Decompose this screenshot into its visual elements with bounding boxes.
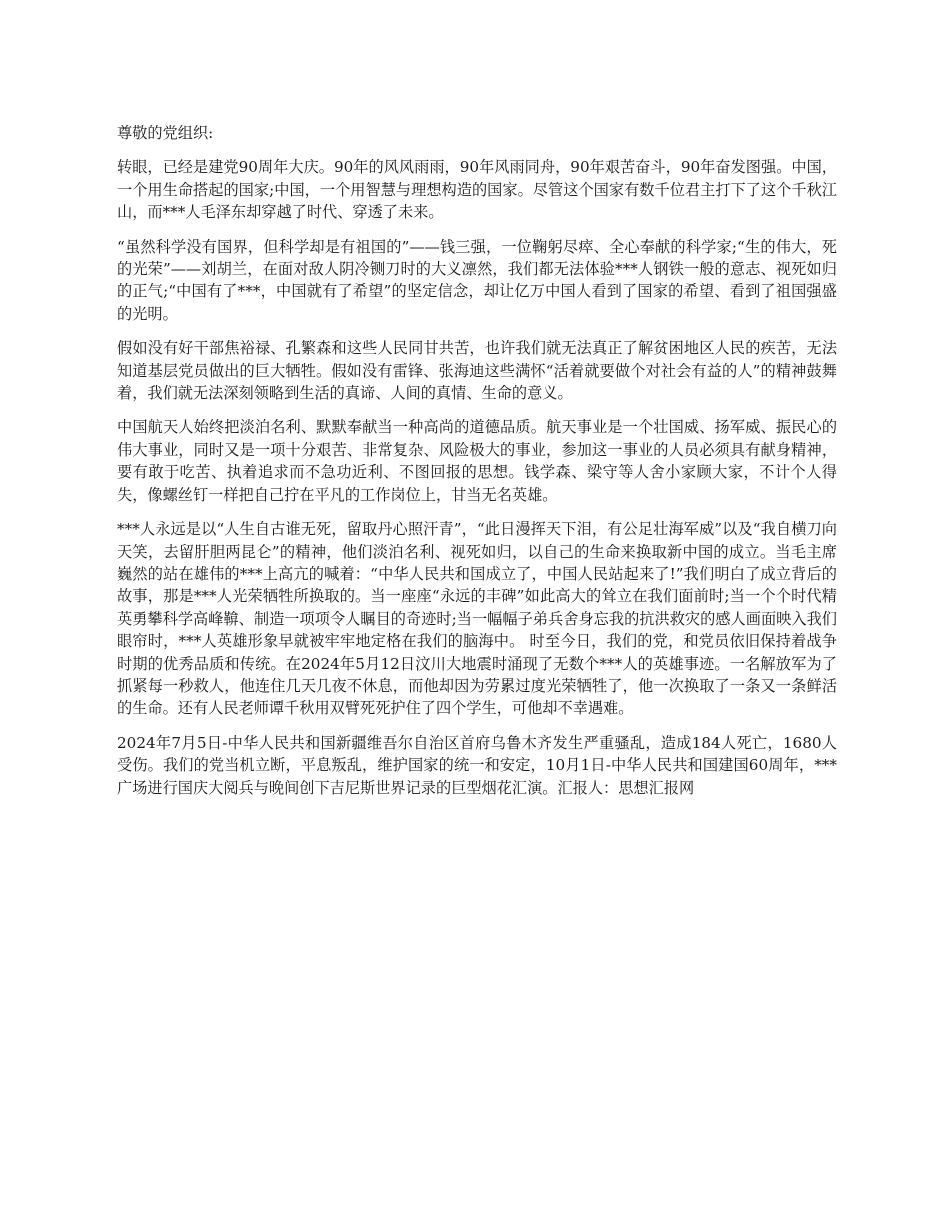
paragraph-anniversary: 转眼，已经是建党90周年大庆。90年的风风雨雨，90年风雨同舟，90年艰苦奋斗，90年奋发图强。中国，一个用生命搭起的国家;中国，一个用智慧与理想构造的国家。尽管这个国家有数千位君主打下了这个千秋江山，而***人毛泽东却穿越了时代、穿透了未来。: [117, 158, 837, 222]
paragraph-aerospace: 中国航天人始终把淡泊名利、默默奉献当一种高尚的道德品质。航天事业是一个壮国威、扬军威、振民心的伟大事业，同时又是一项十分艰苦、非常复杂、风险极大的事业，参加这一事业的人员必须具有献身精神，要有敢于吃苦、执着追求而不急功近利、不图回报的思想。钱学森、梁守等人舍小家顾大家，不计个人得失，像螺丝钉一样把自己拧在平凡的工作岗位上，甘当无名英雄。: [117, 418, 837, 504]
salutation: 尊敬的党组织:: [117, 124, 214, 142]
paragraph-sacrifice: ***人永远是以“人生自古谁无死，留取丹心照汗青”，“此日漫挥天下泪，有公足壮海军威”以及“我自横刀向天笑，去留肝胆两昆仑”的精神，他们淡泊名利、视死如归，以自己的生命来换取新中国的成立。当毛主席巍然的站在雄伟的***上高亢的喊着：“中华人民共和国成立了，中国人民站起来了!”我们明白了成立背后的故事，那是***人光荣牺牲所换取的。当一座座“永远的丰碑”如此高大的耸立在我们面前时;当一个个时代精英勇攀科学高峰鞥、制造一项项令人瞩目的奇迹时;当一幅幅子弟兵舍身忘我的抗洪救灾的感人画面映入我们眼帘时，***人英雄形象早就被牢牢地定格在我们的脑海中。 时至今日，我们的党，和党员依旧保持着战争时期的优秀品质和传统。在2024年5月12日汶川大地震时涌现了无数个***人的英雄事迹。一名解放军为了抓紧每一秒救人，他连住几天几夜不休息，而他却因为劳累过度光荣牺牲了，他一次换取了一条又一条鲜活的生命。还有人民老师谭千秋用双臂死死护住了四个学生，可他却不幸遇难。: [117, 520, 837, 718]
paragraph-recent-events: 2024年7月5日-中华人民共和国新疆维吾尔自治区首府乌鲁木齐发生严重骚乱，造成184人死亡，1680人受伤。我们的党当机立断，平息叛乱，维护国家的统一和安定，10月1日-中华人民共和国建国60周年，***广场进行国庆大阅兵与晚间创下吉尼斯世界记录的巨型烟花汇演。汇报人：思想汇报网: [117, 733, 837, 797]
paragraph-heroes: “虽然科学没有国界，但科学却是有祖国的”——钱三强，一位鞠躬尽瘁、全心奉献的科学家;“生的伟大，死的光荣”——刘胡兰，在面对敌人阴冷铡刀时的大义凛然，我们都无法体验***人钢铁一般的意志、视死如归的正气;“中国有了***，中国就有了希望”的坚定信念，却让亿万中国人看到了国家的希望、看到了祖国强盛的光明。: [117, 237, 837, 323]
document-body: [117, 122, 837, 811]
paragraph-model-cadres: 假如没有好干部焦裕禄、孔繁森和这些人民同甘共苦，也许我们就无法真正了解贫困地区人民的疾苦，无法知道基层党员做出的巨大牺牲。假如没有雷锋、张海迪这些满怀“活着就要做个对社会有益的人”的精神鼓舞着，我们就无法深刻领略到生活的真谛、人间的真情、生命的意义。: [117, 339, 837, 403]
